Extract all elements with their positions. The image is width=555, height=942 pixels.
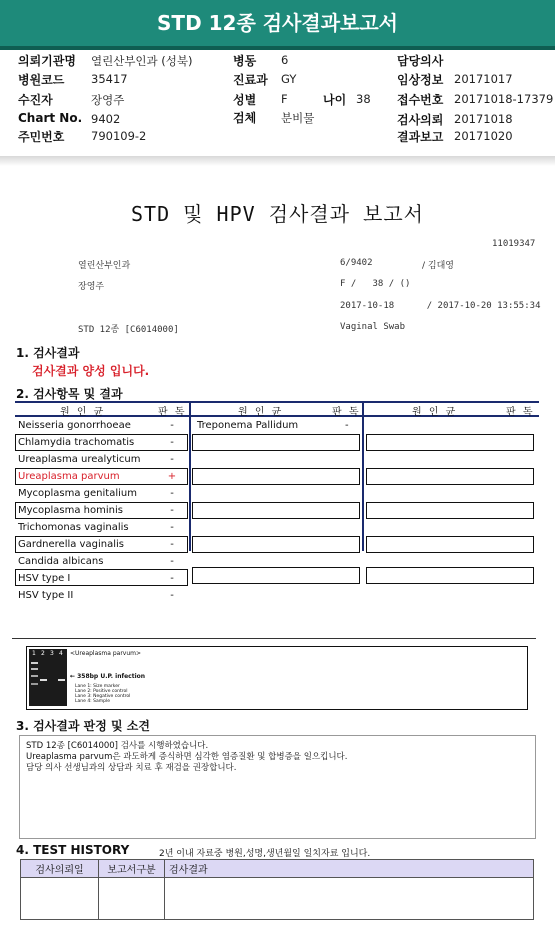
item-result: -: [170, 573, 174, 584]
section-1-result: 검사결과 양성 입니다.: [32, 364, 150, 378]
specimen-value: 분비물: [281, 111, 315, 125]
report-id: 11019347: [492, 239, 536, 249]
item-name: Neisseria gonorrhoeae: [18, 420, 131, 431]
clinical-info-label: 임상정보: [397, 73, 444, 87]
col2-judgement-header: 판 독: [332, 407, 361, 418]
empty-box: [192, 536, 360, 553]
gel-band: [40, 679, 47, 681]
item-name: Chlamydia trachomatis: [18, 437, 135, 448]
section-2-title: 2. 검사항목 및 결과: [16, 387, 123, 401]
opinion-line-2: Ureaplasma parvum은 과도하게 증식하면 심각한 염증질환 및 합병증을 일으킵니다.: [26, 752, 348, 762]
gel-lane-2: 2: [41, 650, 45, 657]
item-name: Candida albicans: [18, 556, 104, 567]
resident-no-value: 790109-2: [91, 129, 147, 143]
gel-legend-1: Lane 1: Size marker: [75, 684, 120, 689]
sex-label: 성별: [233, 93, 257, 107]
request-date-label: 검사의뢰: [397, 113, 444, 127]
empty-box: [192, 468, 360, 485]
table-divider-1: [189, 401, 191, 551]
gel-title: <Ureaplasma parvum>: [70, 650, 142, 657]
gel-band: [31, 662, 38, 664]
age-value: 38: [356, 92, 371, 106]
hospital-label: 의뢰기관명: [18, 54, 76, 68]
col1-organism-header: 원 인 균: [60, 407, 106, 418]
item-result: -: [170, 522, 174, 533]
col3-organism-header: 원 인 균: [412, 407, 458, 418]
department-value: GY: [281, 72, 297, 86]
report-sex-age: F / 38 / (): [340, 279, 411, 289]
gel-image: [29, 649, 67, 706]
item-name: HSV type I: [18, 573, 71, 584]
item-name: Trichomonas vaginalis: [18, 522, 129, 533]
item-result: -: [170, 556, 174, 567]
history-cell: [21, 878, 99, 920]
gel-lane-3: 3: [50, 650, 54, 657]
request-date-value: 20171018: [454, 112, 513, 126]
hospital-code-value: 35417: [91, 72, 128, 86]
item-result: +: [167, 471, 177, 482]
history-table: [20, 859, 534, 920]
item-name: Ureaplasma urealyticum: [18, 454, 141, 465]
hospital-code-label: 병원코드: [18, 73, 65, 87]
report-specimen: Vaginal Swab: [340, 322, 406, 332]
item-result: -: [170, 454, 174, 465]
table-divider-2: [362, 401, 364, 551]
report-doctor: / 김대영: [422, 261, 454, 271]
report-date-value: 20171020: [454, 129, 513, 143]
sex-value: F: [281, 92, 288, 106]
report-patient: 장영주: [78, 282, 105, 292]
report-ward-chart: 6/9402: [340, 258, 373, 268]
history-header-result: 검사결과: [165, 860, 534, 878]
col2-organism-header: 원 인 균: [238, 407, 284, 418]
gel-lane-1: 1: [32, 650, 36, 657]
item-result: -: [170, 505, 174, 516]
empty-box: [366, 567, 534, 584]
report-dates: 2017-10-18 / 2017-10-20 13:55:34: [340, 301, 541, 311]
specimen-label: 검체: [233, 111, 257, 125]
empty-box: [366, 434, 534, 451]
empty-box: [192, 502, 360, 519]
divider-line: [12, 638, 536, 639]
separator: [0, 156, 555, 166]
item-result: -: [170, 437, 174, 448]
gel-legend-4: Lane 4: Sample: [75, 699, 110, 704]
item-result: -: [170, 488, 174, 499]
patient-value: 장영주: [91, 93, 125, 107]
item-result: -: [170, 420, 174, 431]
gel-band: [58, 679, 65, 681]
chart-no-value: 9402: [91, 112, 121, 126]
empty-box: [366, 502, 534, 519]
gel-marker-label: ← 358bp U.P. infection: [70, 673, 146, 680]
empty-box: [366, 468, 534, 485]
doctor-label: 담당의사: [397, 54, 444, 68]
item-name: Gardnerella vaginalis: [18, 539, 124, 550]
item-name: Mycoplasma hominis: [18, 505, 123, 516]
receipt-no-label: 접수번호: [397, 93, 444, 107]
ward-value: 6: [281, 53, 289, 67]
section-1-title: 1. 검사결과: [16, 346, 80, 360]
col1-judgement-header: 판 독: [158, 407, 187, 418]
department-label: 진료과: [233, 73, 268, 87]
clinical-info-value: 20171017: [454, 72, 513, 86]
history-header-report-type: 보고서구분: [99, 860, 165, 878]
item-name: Ureaplasma parvum: [18, 471, 120, 482]
item-result: -: [170, 539, 174, 550]
col2-item-result: -: [345, 420, 349, 431]
opinion-line-3: 담당 의사 선생님과의 상담과 치료 후 재검을 권장합니다.: [26, 763, 237, 773]
opinion-box: [19, 735, 536, 839]
item-name: Mycoplasma genitalium: [18, 488, 137, 499]
empty-box: [192, 567, 360, 584]
ward-label: 병동: [233, 54, 257, 68]
col2-item-name: Treponema Pallidum: [197, 420, 299, 431]
gel-band: [31, 683, 38, 685]
report-hospital: 열린산부인과: [78, 261, 131, 271]
empty-box: [366, 536, 534, 553]
section-4-note: 2년 이내 자료중 병원,성명,생년월일 일치자료 입니다.: [159, 849, 371, 859]
patient-label: 수진자: [18, 93, 53, 107]
opinion-line-1: STD 12종 [C6014000] 검사를 시행하였습니다.: [26, 741, 209, 751]
receipt-no-value: 20171018-17379: [454, 92, 554, 106]
gel-legend-2: Lane 2: Positive control: [75, 689, 128, 694]
hospital-value: 열린산부인과 (성북): [91, 54, 193, 68]
gel-legend-3: Lane 3: Negative control: [75, 694, 131, 699]
col3-judgement-header: 판 독: [506, 407, 535, 418]
section-4-title: 4. TEST HISTORY: [16, 843, 130, 857]
chart-no-label: Chart No.: [18, 111, 83, 125]
report-title: STD 및 HPV 검사결과 보고서: [131, 202, 424, 226]
page-title: STD 12종 검사결과보고서: [157, 11, 398, 35]
age-label: 나이: [323, 93, 347, 107]
resident-no-label: 주민번호: [18, 130, 65, 144]
item-name: HSV type II: [18, 590, 74, 601]
history-header-row: [21, 860, 534, 878]
gel-band: [31, 675, 38, 677]
history-header-request-date: 검사의뢰일: [21, 860, 99, 878]
gel-band: [31, 668, 38, 670]
gel-lane-4: 4: [59, 650, 63, 657]
report-test-code: STD 12종 [C6014000]: [78, 325, 179, 335]
report-date-label: 결과보고: [397, 130, 444, 144]
history-cell: [165, 878, 534, 920]
item-result: -: [170, 590, 174, 601]
empty-box: [192, 434, 360, 451]
section-3-title: 3. 검사결과 판정 및 소견: [16, 719, 150, 733]
history-empty-row: [21, 878, 534, 920]
history-cell: [99, 878, 165, 920]
